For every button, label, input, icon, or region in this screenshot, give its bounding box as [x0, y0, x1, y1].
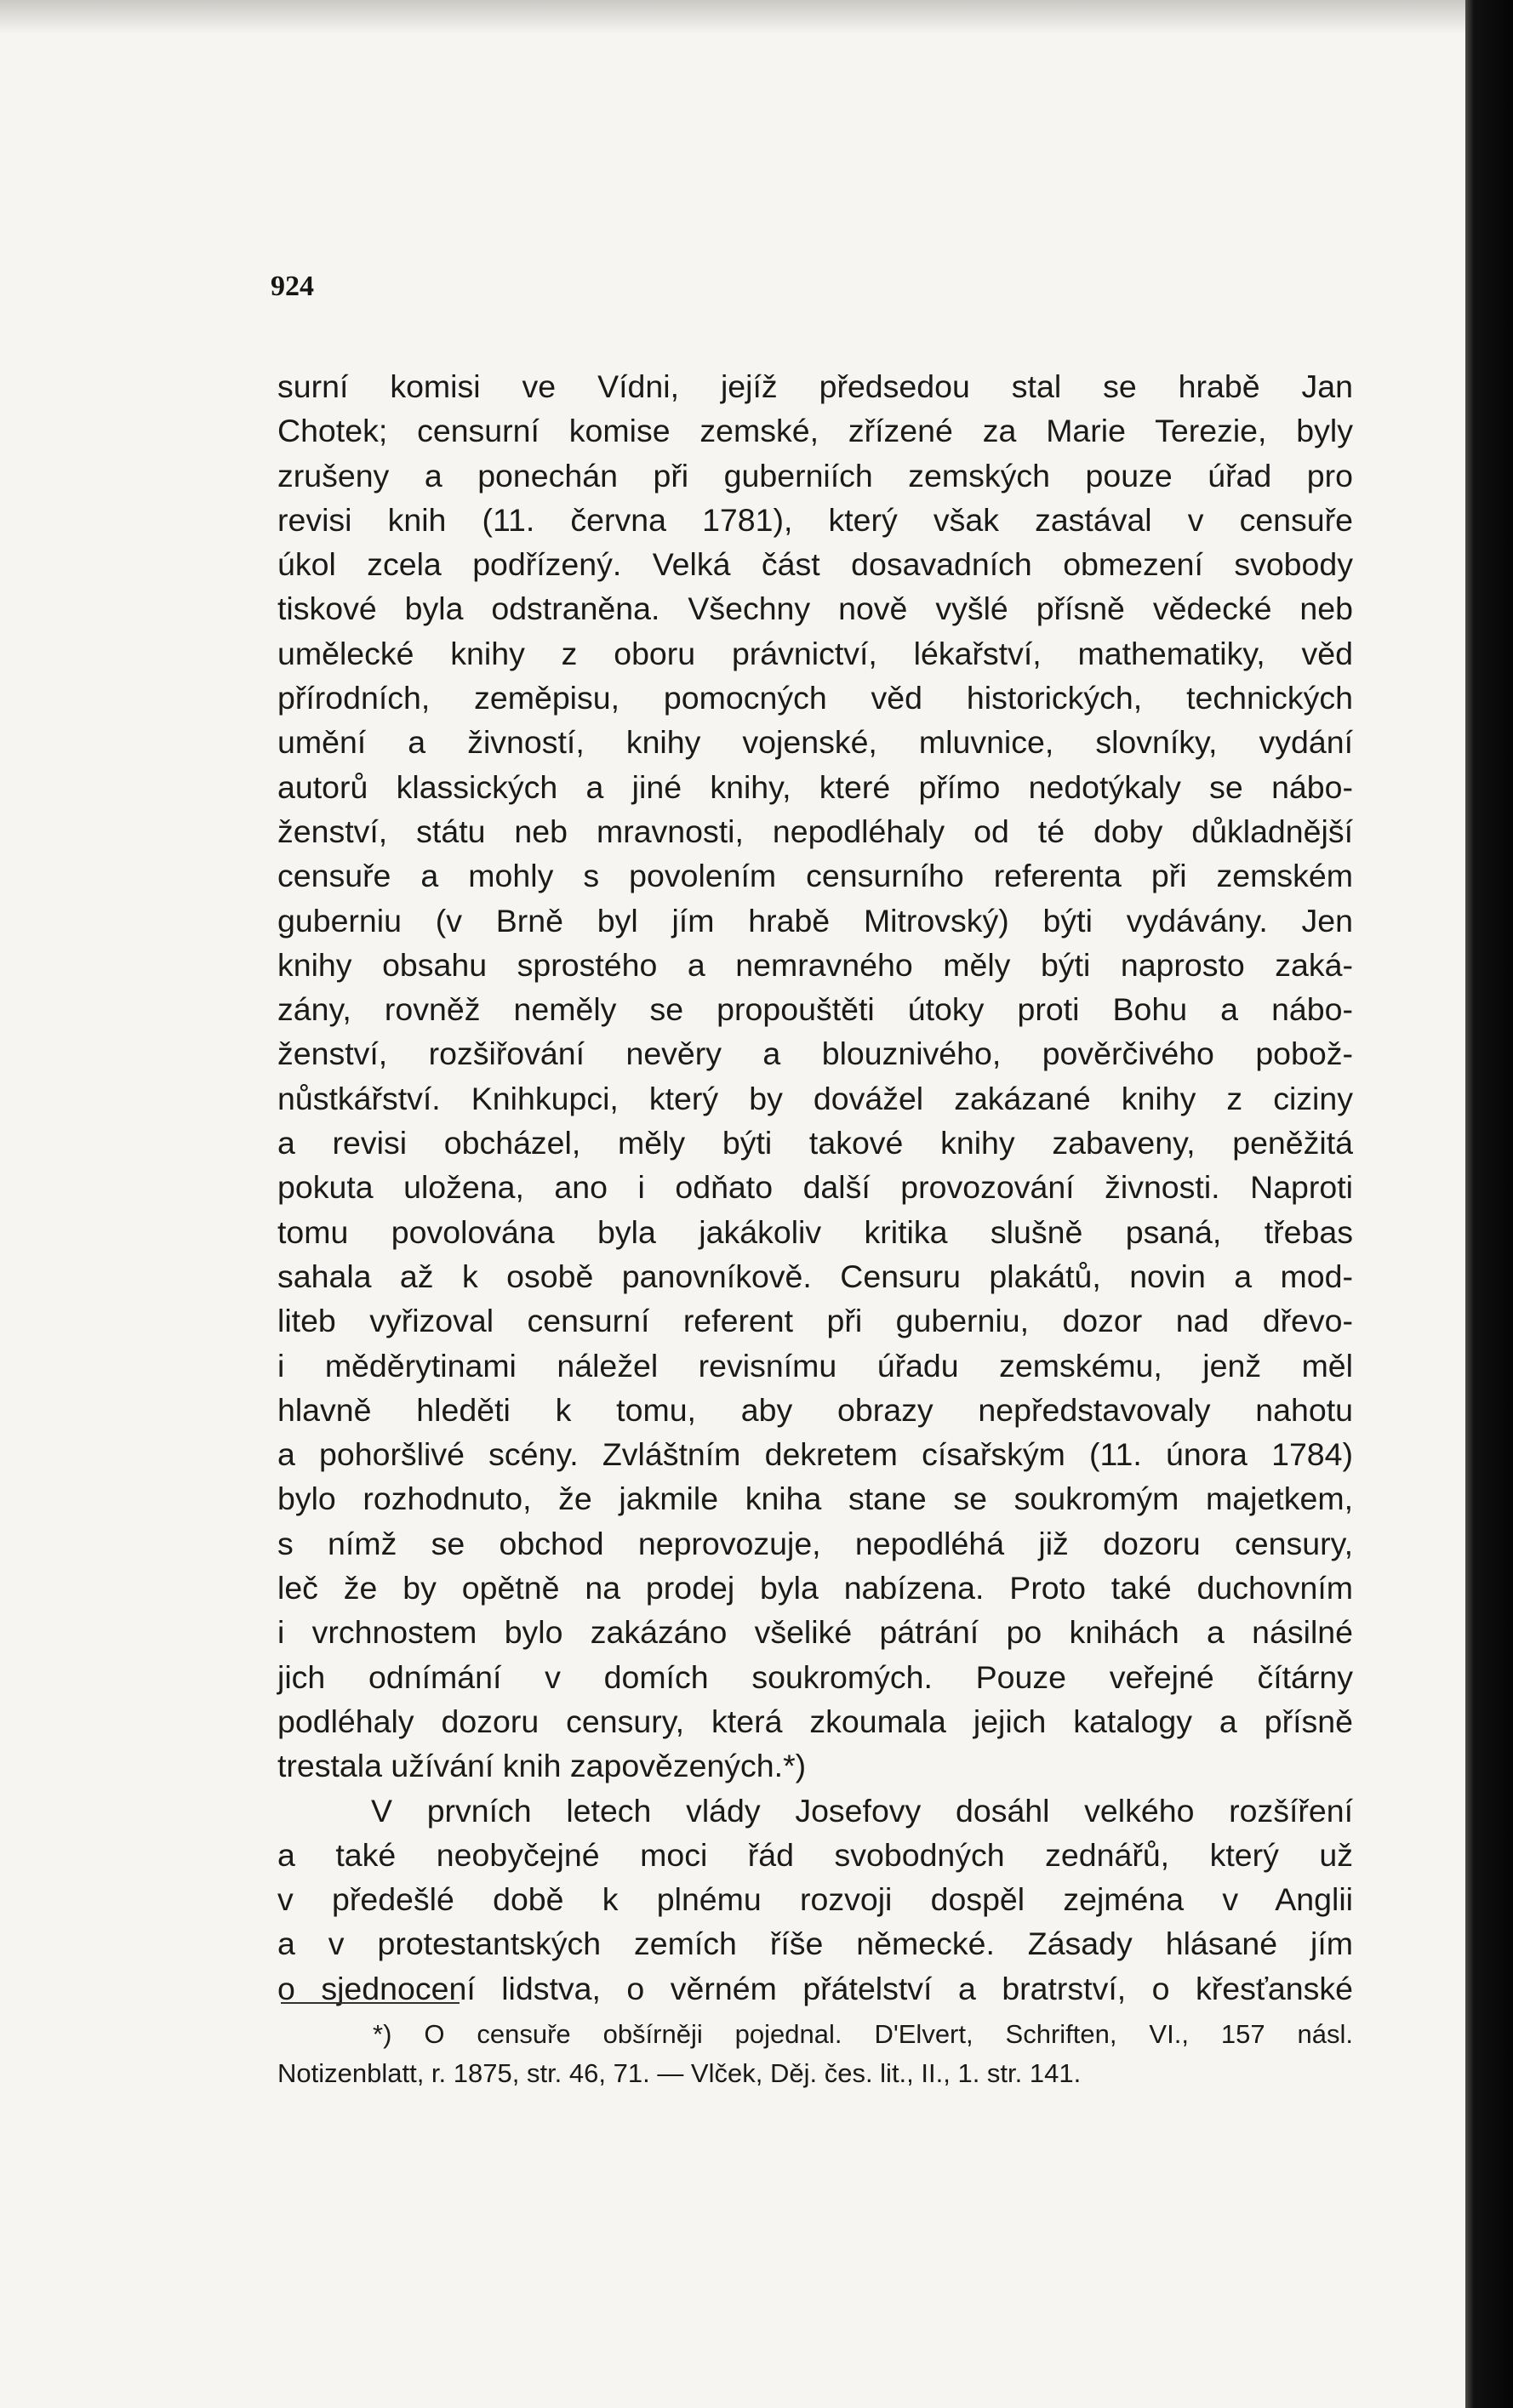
text-line: nůstkářství. Knihkupci, který by dovážel zakázané knihy z ciziny [277, 1080, 1353, 1116]
footnote [277, 2015, 1353, 2093]
text-line: ženství, státu neb mravnosti, nepodléhaly od té doby důkladnější [277, 813, 1353, 849]
text-line: úkol zcela podřízený. Velká část dosavadních obmezení svobody [277, 546, 1353, 583]
text-line: i vrchnostem bylo zakázáno všeliké pátrání po knihách a násilné [277, 1614, 1353, 1651]
text-line: i měděrytinami náležel revisnímu úřadu zemskému, jenž měl [277, 1347, 1353, 1384]
text-line: Chotek; censurní komise zemské, zřízené za Marie Terezie, byly [277, 413, 1353, 449]
text-line: liteb vyřizoval censurní referent při guberniu, dozor nad dřevo- [277, 1303, 1353, 1339]
text-line: pokuta uložena, ano i odňato další provozování živnosti. Naproti [277, 1169, 1353, 1206]
text-line: sahala až k osobě panovníkově. Censuru plakátů, novin a mod- [277, 1258, 1353, 1294]
text-line: podléhaly dozoru censury, která zkoumala jejich katalogy a přísně [277, 1703, 1353, 1739]
text-line: knihy obsahu sprostého a nemravného měly býti naprosto zaká- [277, 946, 1353, 983]
text-line: a revisi obcházel, měly býti takové knihy zabaveny, peněžitá [277, 1125, 1353, 1161]
text-line: a také neobyčejné moci řád svobodných zednářů, který už [277, 1836, 1353, 1873]
scan-dark-edge [1465, 0, 1513, 2408]
body-text [277, 364, 1353, 2011]
text-line: tiskové byla odstraněna. Všechny nově vyšlé přísně vědecké neb [277, 591, 1353, 627]
text-line: bylo rozhodnuto, že jakmile kniha stane se soukromým majetkem, [277, 1481, 1353, 1517]
text-line: autorů klassických a jiné knihy, které přímo nedotýkaly se nábo- [277, 768, 1353, 805]
text-line: censuře a mohly s povolením censurního referenta při zemském [277, 858, 1353, 894]
text-line: zány, rovněž neměly se propouštěti útoky proti Bohu a nábo- [277, 991, 1353, 1028]
text-line: revisi knih (11. června 1781), který však zastával v censuře [277, 501, 1353, 538]
text-line: surní komisi ve Vídni, jejíž předsedou stal se hrabě Jan [277, 368, 1353, 404]
text-line: tomu povolována byla jakákoliv kritika slušně psaná, třebas [277, 1213, 1353, 1250]
text-line: s nímž se obchod neprovozuje, nepodléhá již dozoru censury, [277, 1525, 1353, 1561]
text-line: jich odnímání v domích soukromých. Pouze veřejné čítárny [277, 1658, 1353, 1695]
text-line: trestala užívání knih zapovězených.*) [277, 1748, 807, 1784]
footnote-line: *) O censuře obšírněji pojednal. D'Elvert, Schriften, VI., 157 násl. [373, 2019, 1353, 2049]
page-number: 924 [271, 271, 314, 302]
footnote-line: Notizenblatt, r. 1875, str. 46, 71. — Vlček, Děj. čes. lit., II., 1. str. 141. [277, 2058, 1082, 2088]
text-line: ženství, rozšiřování nevěry a blouznivého, pověrčivého pobož- [277, 1036, 1353, 1072]
text-line: a v protestantských zemích říše německé. Zásady hlásané jím [277, 1926, 1353, 1962]
text-line: hlavně hleděti k tomu, aby obrazy nepředstavovaly nahotu [277, 1391, 1353, 1428]
text-line: přírodních, zeměpisu, pomocných věd historických, technických [277, 680, 1353, 716]
text-line: guberniu (v Brně byl jím hrabě Mitrovský) býti vydávány. Jen [277, 902, 1353, 939]
text-line: V prvních letech vlády Josefovy dosáhl velkého rozšíření [371, 1792, 1353, 1829]
text-line: zrušeny a ponechán při guberniích zemských pouze úřad pro [277, 457, 1353, 494]
text-line: a pohoršlivé scény. Zvláštním dekretem císařským (11. února 1784) [277, 1436, 1353, 1473]
footnote-rule [281, 2002, 460, 2004]
text-line: umění a živností, knihy vojenské, mluvnice, slovníky, vydání [277, 724, 1353, 761]
page-top-shadow [0, 0, 1465, 34]
text-line: leč že by opětně na prodej byla nabízena. Proto také duchovním [277, 1570, 1353, 1606]
text-line: umělecké knihy z oboru právnictví, lékařství, mathematiky, věd [277, 635, 1353, 671]
text-line: v předešlé době k plnému rozvoji dospěl zejména v Anglii [277, 1881, 1353, 1918]
text-line: o sjednocení lidstva, o věrném přátelství a bratrství, o křesťanské [277, 1970, 1353, 2006]
